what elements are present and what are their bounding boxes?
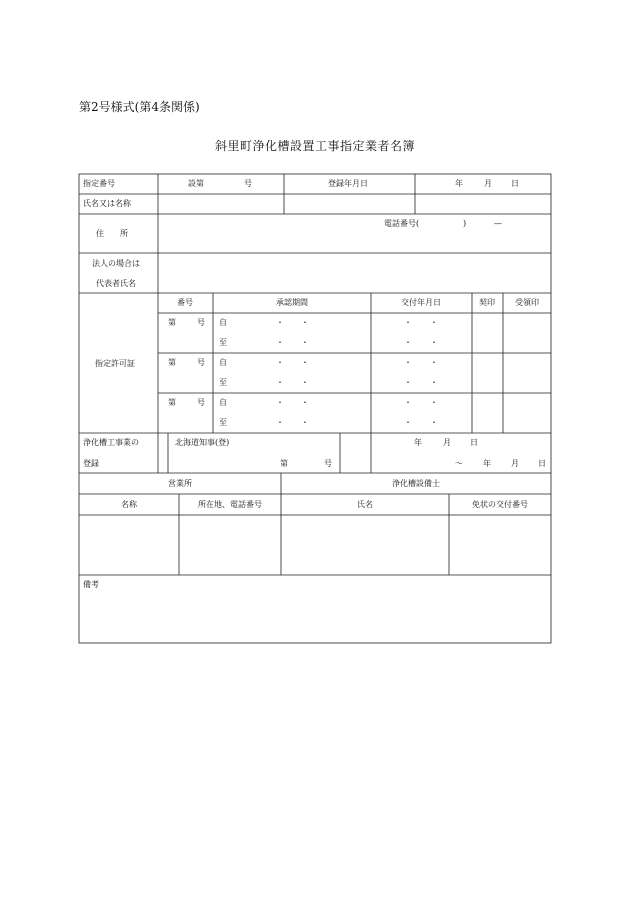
date-dot: ・ xyxy=(301,338,309,347)
septic-start-year: 年 xyxy=(414,438,422,447)
corporation-label-line1: 法人の場合は xyxy=(92,259,140,268)
date-dot: ・ xyxy=(301,358,309,367)
designation-label: 指定番号 xyxy=(83,179,115,188)
date-dot: ・ xyxy=(276,338,284,347)
date-dot: ・ xyxy=(430,338,438,347)
septic-registration-label-line2: 登録 xyxy=(83,459,99,468)
permit-entry-number-prefix: 第 xyxy=(168,358,176,367)
septic-start-month: 月 xyxy=(443,438,451,447)
date-dot: ・ xyxy=(276,318,284,327)
date-dot: ・ xyxy=(276,398,284,407)
document-title: 斜里町浄化槽設置工事指定業者名簿 xyxy=(214,139,415,153)
permit-entry-number-suffix: 号 xyxy=(197,398,205,407)
phone-dash: — xyxy=(494,219,502,228)
date-dot: ・ xyxy=(404,358,412,367)
designation-number-prefix: 設第 xyxy=(188,179,204,188)
permit-entry-to: 至 xyxy=(219,418,227,427)
date-dot: ・ xyxy=(276,418,284,427)
permit-entry-number-prefix: 第 xyxy=(168,398,176,407)
septic-number-suffix: 号 xyxy=(324,459,332,468)
date-dot: ・ xyxy=(404,378,412,387)
permit-header-seal: 契印 xyxy=(479,298,495,307)
permit-entry-number-suffix: 号 xyxy=(197,318,205,327)
date-dot: ・ xyxy=(276,378,284,387)
date-dot: ・ xyxy=(301,418,309,427)
permit-entry-from: 自 xyxy=(219,398,227,407)
address-label: 住 所 xyxy=(96,229,128,238)
septic-registration-label-line1: 浄化槽工事業の xyxy=(83,438,139,447)
date-dot: ・ xyxy=(404,398,412,407)
date-dot: ・ xyxy=(430,398,438,407)
phone-close-paren: ) xyxy=(463,219,467,228)
date-dot: ・ xyxy=(276,358,284,367)
technician-section-label: 浄化槽設備士 xyxy=(392,479,440,488)
septic-number-prefix: 第 xyxy=(280,459,288,468)
designation-number-suffix: 号 xyxy=(244,179,252,188)
date-dot: ・ xyxy=(301,318,309,327)
phone-label: 電話番号( xyxy=(384,219,420,228)
permit-entry-to: 至 xyxy=(219,338,227,347)
date-dot: ・ xyxy=(301,398,309,407)
septic-tilde: ～ xyxy=(455,459,463,468)
date-dot: ・ xyxy=(430,418,438,427)
form-border xyxy=(79,174,551,643)
name-label: 氏名又は名称 xyxy=(83,199,131,208)
septic-start-day: 日 xyxy=(470,438,478,447)
date-dot: ・ xyxy=(404,418,412,427)
date-dot: ・ xyxy=(430,378,438,387)
permit-entry-from: 自 xyxy=(219,318,227,327)
form-number: 第2号様式(第4条関係) xyxy=(79,100,200,114)
office-section-label: 営業所 xyxy=(168,479,192,488)
date-dot: ・ xyxy=(430,318,438,327)
technician-name-header: 氏名 xyxy=(357,500,373,509)
septic-end-month: 月 xyxy=(511,459,519,468)
remarks-label: 備考 xyxy=(83,580,99,589)
permit-entry-from: 自 xyxy=(219,358,227,367)
office-location-header: 所在地、電話番号 xyxy=(198,500,262,509)
permit-entry-number-prefix: 第 xyxy=(168,318,176,327)
permit-header-receipt-seal: 受領印 xyxy=(515,298,539,307)
septic-end-day: 日 xyxy=(538,459,546,468)
permit-entry-to: 至 xyxy=(219,378,227,387)
septic-end-year: 年 xyxy=(483,459,491,468)
date-dot: ・ xyxy=(404,338,412,347)
registration-year: 年 xyxy=(455,179,463,188)
technician-license-header: 免状の交付番号 xyxy=(472,500,528,509)
corporation-label-line2: 代表者氏名 xyxy=(96,279,136,288)
permit-header-period: 承認期間 xyxy=(276,298,308,307)
septic-governor: 北海道知事(登) xyxy=(175,438,230,447)
registration-day: 日 xyxy=(511,179,519,188)
registration-date-label: 登録年月日 xyxy=(328,179,368,188)
date-dot: ・ xyxy=(301,378,309,387)
permit-header-issue-date: 交付年月日 xyxy=(401,298,441,307)
office-name-header: 名称 xyxy=(121,500,137,509)
permit-header-number: 番号 xyxy=(177,298,193,307)
permit-label: 指定許可証 xyxy=(95,359,135,368)
permit-entry-number-suffix: 号 xyxy=(197,358,205,367)
registration-month: 月 xyxy=(484,179,492,188)
date-dot: ・ xyxy=(430,358,438,367)
date-dot: ・ xyxy=(404,318,412,327)
